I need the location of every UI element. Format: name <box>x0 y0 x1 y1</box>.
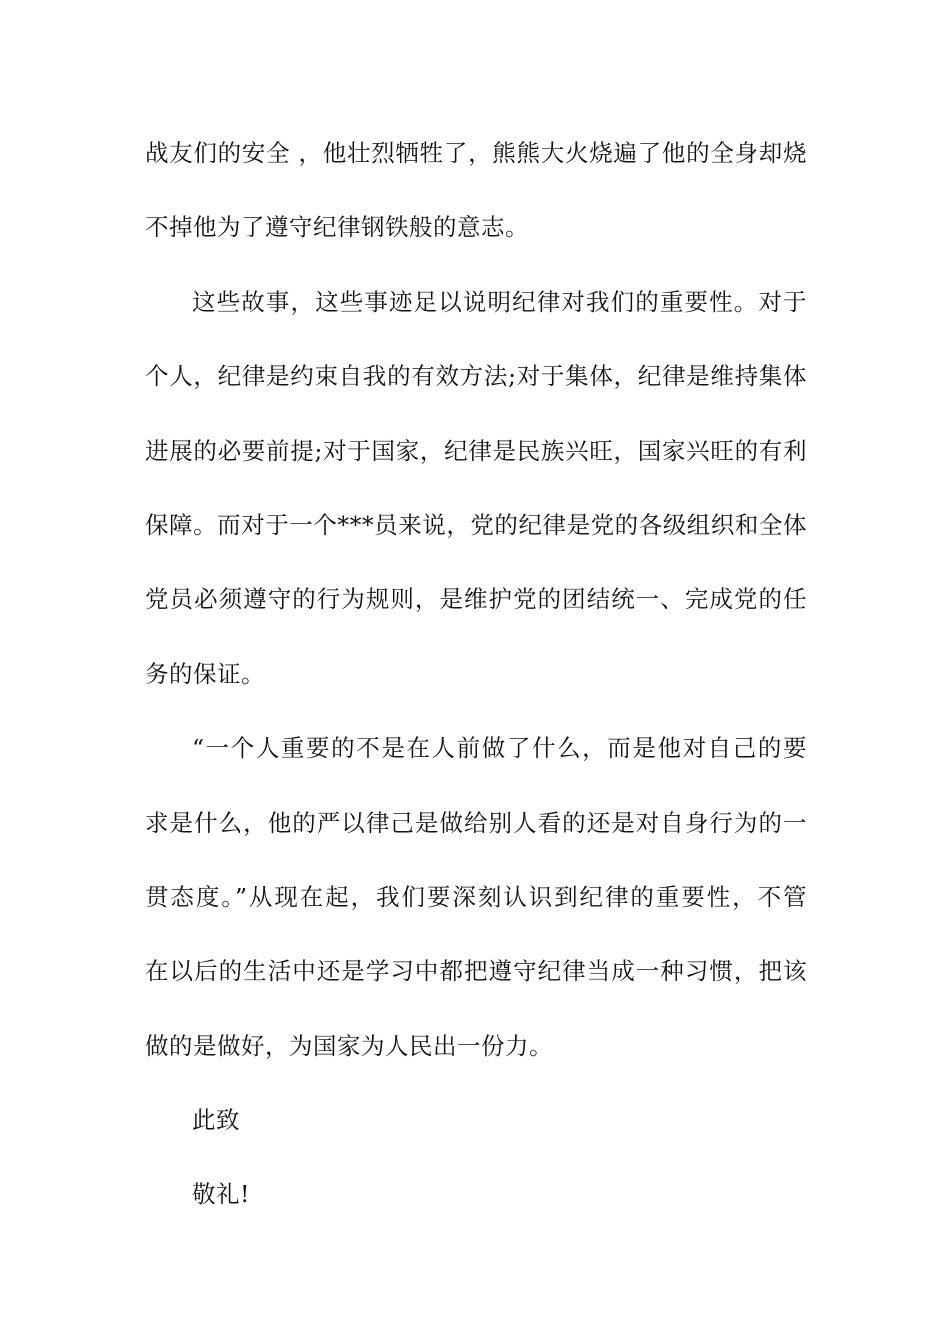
text-line: “一个人重要的不是在人前做了什么，而是他对自己的要 <box>192 734 807 763</box>
text-line: 不掉他为了遵守纪律钢铁般的意志。 <box>145 213 529 242</box>
text-line: 做的是做好，为国家为人民出一份力。 <box>145 1031 553 1060</box>
text-line: 保障。而对于一个***员来说，党的纪律是党的各级组织和全体 <box>145 510 807 539</box>
text-line: 在以后的生活中还是学习中都把遵守纪律当成一种习惯，把该 <box>145 957 807 986</box>
text-line: 这些故事，这些事迹足以说明纪律对我们的重要性。对于 <box>192 287 807 316</box>
text-line: 战友们的安全 ，他壮烈牺牲了，熊熊大火烧遍了他的全身却烧 <box>145 139 807 167</box>
text-line: 个人，纪律是约束自我的有效方法;对于集体，纪律是维持集体 <box>145 362 807 391</box>
text-line: 求是什么，他的严以律己是做给别人看的还是对自身行为的一 <box>145 808 807 837</box>
text-line: 务的保证。 <box>145 659 265 688</box>
text-line: 党员必须遵守的行为规则，是维护党的团结统一、完成党的任 <box>145 585 807 614</box>
closing-regards: 敬礼! <box>192 1180 250 1209</box>
text-line: 进展的必要前提;对于国家，纪律是民族兴旺，国家兴旺的有利 <box>145 436 807 465</box>
closing-salutation: 此致 <box>192 1106 240 1135</box>
text-line: 贯态度。”从现在起，我们要深刻认识到纪律的重要性，不管 <box>145 882 807 911</box>
letter-body <box>145 126 807 1242</box>
